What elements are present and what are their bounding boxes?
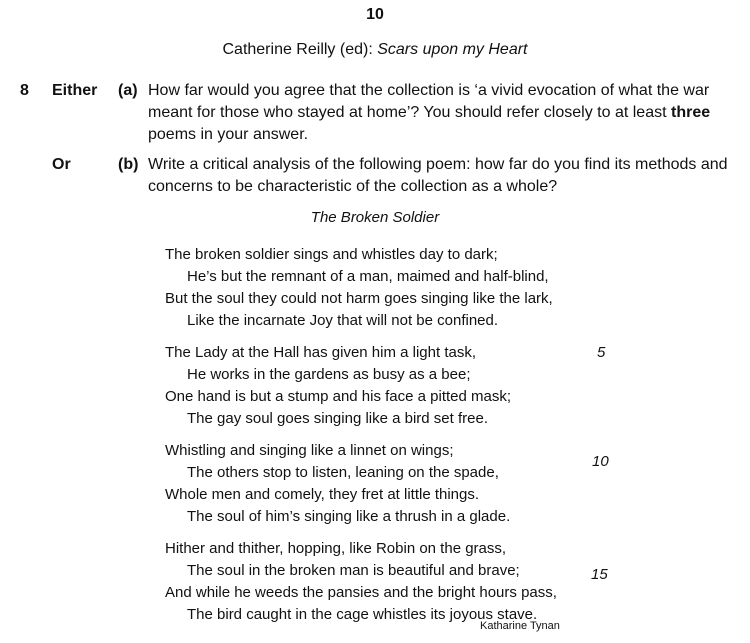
poem-line: The bird caught in the cage whistles its joyous stave.	[187, 606, 538, 623]
poem-line: One hand is but a stump and his face a pitted mask;	[165, 388, 512, 405]
poem-line: The gay soul goes singing like a bird set free.	[187, 410, 489, 427]
line-number: 5	[597, 344, 606, 361]
part-a-text-end: poems in your answer.	[148, 126, 309, 143]
poem-line: And while he weeds the pansies and the bright hours pass,	[165, 584, 557, 601]
poem-line: The Lady at the Hall has given him a light task,	[165, 344, 477, 361]
poem-title: The Broken Soldier	[310, 209, 440, 226]
page-number: 10	[366, 6, 384, 23]
line-number: 15	[591, 566, 608, 583]
poem-line: He works in the gardens as busy as a bee;	[187, 366, 471, 383]
poem-line: But the soul they could not harm goes singing like the lark,	[165, 290, 553, 307]
poem-line: Whole men and comely, they fret at little things.	[165, 486, 480, 503]
book-title: Scars upon my Heart	[377, 41, 528, 58]
poem-line: Hither and thither, hopping, like Robin on the grass,	[165, 540, 507, 557]
question-number: 8	[20, 82, 29, 99]
part-a-question	[148, 80, 728, 146]
poem-line: He’s but the remnant of a man, maimed and half-blind,	[187, 268, 549, 285]
poem-line: Whistling and singing like a linnet on wings;	[165, 442, 454, 459]
part-b-question: Write a critical analysis of the following poem: how far do you find its methods and concerns to be characteristic of the collection as a whole?	[148, 156, 728, 195]
editor-credit: Catherine Reilly (ed):	[222, 41, 378, 58]
section-heading	[0, 41, 750, 59]
part-a-label: (a)	[118, 82, 138, 99]
part-a-text-start: How far would you agree that the collection is ‘a vivid evocation of what the war meant for those who stayed at home’? You should refer closely to at least	[148, 82, 710, 121]
part-b-label: (b)	[118, 156, 139, 173]
poem-author: Katharine Tynan	[480, 620, 560, 632]
poem-line: The broken soldier sings and whistles day to dark;	[165, 246, 498, 263]
either-label: Either	[52, 82, 98, 99]
poem-line: The soul in the broken man is beautiful and brave;	[187, 562, 520, 579]
poem-line: The others stop to listen, leaning on the spade,	[187, 464, 499, 481]
line-number: 10	[592, 453, 609, 470]
part-a-emphasis: three	[670, 104, 711, 121]
or-label: Or	[52, 156, 71, 173]
poem-line: The soul of him’s singing like a thrush in a glade.	[187, 508, 511, 525]
poem-line: Like the incarnate Joy that will not be confined.	[187, 312, 499, 329]
